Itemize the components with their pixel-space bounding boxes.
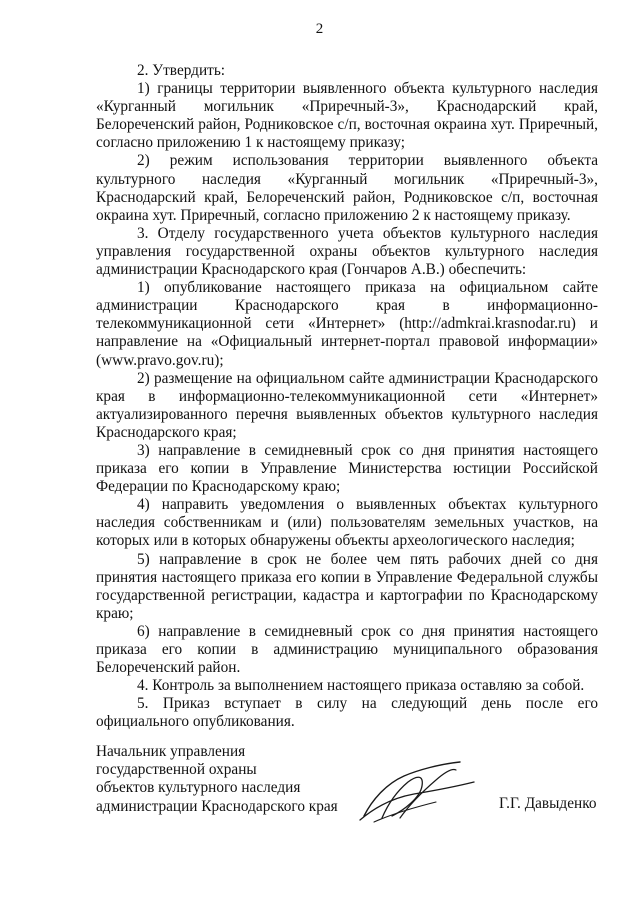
paragraph: 4) направить уведомления о выявленных объектах культурного наследия собственникам и (или) пользователям земельных участков, на которых или в которых обнаружены объекты археологического наследия;: [96, 496, 598, 550]
handwritten-signature-icon: [352, 758, 480, 824]
paragraph: 3. Отделу государственного учета объектов культурного наследия управления государственной охраны объектов культурного наследия администрации Краснодарского края (Гончаров А.В.) обеспечить:: [96, 224, 598, 279]
position-line: объектов культурного наследия: [96, 779, 301, 797]
paragraph: 1) границы территории выявленного объекта культурного наследия «Курганный могильник «Приречный-3», Краснодарский край, Белореченский район, Родниковское с/п, восточная окраина хут. Приречный, согласно приложению 1 к настоящему приказу;: [96, 80, 598, 152]
position-line: администрации Краснодарского края: [96, 797, 338, 815]
page-number: 2: [315, 21, 324, 37]
signatory-name: Г.Г. Давыденко: [499, 795, 597, 812]
paragraph: 6) направление в семидневный срок со дня принятия настоящего приказа его копии в администрацию муниципального образования Белореченский район.: [96, 622, 598, 677]
signatory-position: [96, 743, 336, 816]
paragraph: 5. Приказ вступает в силу на следующий день после его официального опубликования.: [96, 695, 598, 731]
paragraph: 1) опубликование настоящего приказа на официальном сайте администрации Краснодарского края в информационно-телекоммуникационной сети «Интернет» (http://admkrai.krasnodar.ru) и направление на «Официальный интернет-портал правовой информации» (www.pravo.gov.ru);: [96, 279, 598, 369]
paragraph: 2. Утвердить:: [137, 62, 226, 79]
position-line: Начальник управления: [96, 743, 246, 760]
paragraph: 5) направление в срок не более чем пять рабочих дней со дня принятия настоящего приказа его копии в Управление Федеральной службы государственной регистрации, кадастра и картографии по Краснодарскому краю;: [96, 550, 598, 622]
paragraph: 2) режим использования территории выявленного объекта культурного наследия «Курганный могильник «Приречный-3», Краснодарский край, Белореченский район, Родниковское с/п, восточная окраина хут. Приречный, согласно приложению 2 к настоящему приказу.: [96, 152, 598, 224]
paragraph: 2) размещение на официальном сайте администрации Краснодарского края в информационно-телекоммуникационной сети «Интернет» актуализированного перечня выявленных объектов культурного наследия Краснодарского края;: [96, 369, 598, 441]
paragraph: 3) направление в семидневный срок со дня принятия настоящего приказа его копии в Управление Министерства юстиции Российской Федерации по Краснодарскому краю;: [96, 441, 598, 496]
paragraph: 4. Контроль за выполнением настоящего приказа оставляю за собой.: [137, 677, 585, 695]
position-line: государственной охраны: [96, 761, 257, 779]
document-body: [96, 62, 598, 731]
